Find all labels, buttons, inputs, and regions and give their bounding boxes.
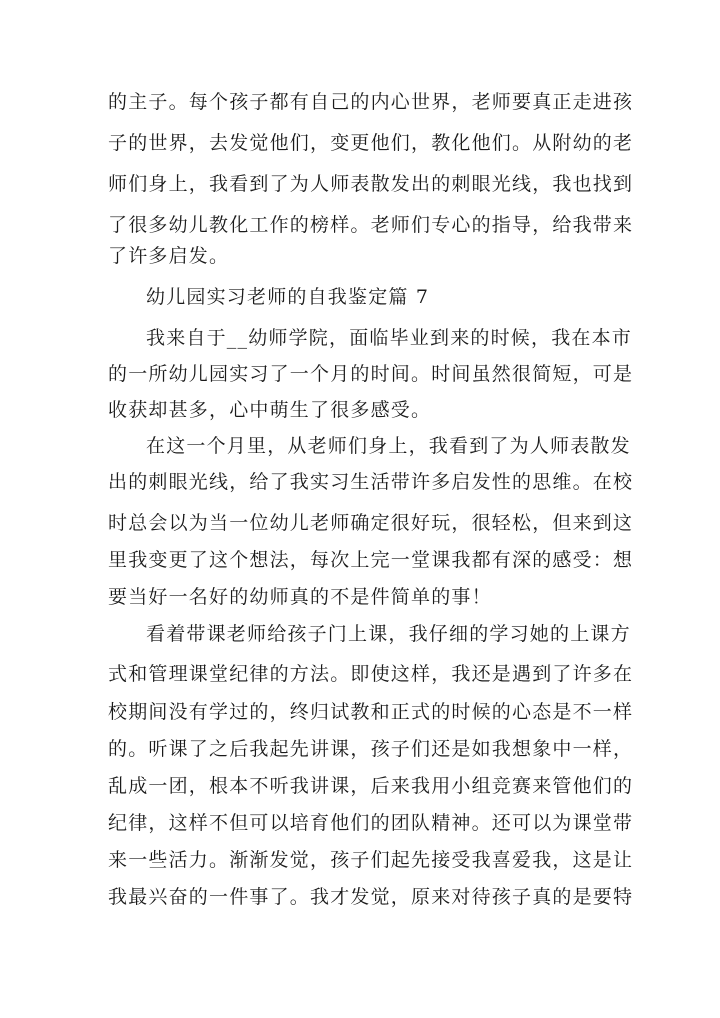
paragraph-line: 校期间没有学过的，终归试教和正式的时候的心态是不一样 — [108, 701, 634, 723]
paragraph-line: 要当好一名好的幼师真的不是件简单的事！ — [108, 586, 492, 608]
paragraph-line: 师们身上，我看到了为人师表散发出的刺眼光线，我也找到 — [108, 173, 634, 195]
paragraph-line: 了很多幼儿教化工作的榜样。老师们专心的指导，给我带来 — [108, 214, 634, 236]
paragraph-line: 的。听课了之后我起先讲课，孩子们还是如我想象中一样， — [108, 738, 634, 760]
paragraph-line: 看着带课老师给孩子门上课，我仔细的学习她的上课方 — [146, 623, 631, 645]
paragraph-line: 纪律，这样不但可以培育他们的团队精神。还可以为课堂带 — [108, 812, 634, 834]
paragraph-line: 里我变更了这个想法，每次上完一堂课我都有深的感受：想 — [108, 549, 634, 571]
paragraph-line: 的一所幼儿园实习了一个月的时间。时间虽然很简短，可是 — [108, 363, 634, 385]
paragraph-line: 来一些活力。渐渐发觉，孩子们起先接受我喜爱我，这是让 — [108, 849, 634, 871]
paragraph-line: 子的世界，去发觉他们，变更他们，教化他们。从附幼的老 — [108, 132, 634, 154]
paragraph-line: 乱成一团，根本不听我讲课，后来我用小组竞赛来管他们的 — [108, 775, 634, 797]
paragraph-line: 的主子。每个孩子都有自己的内心世界，老师要真正走进孩 — [108, 91, 634, 113]
paragraph-line: 出的刺眼光线，给了我实习生活带许多启发性的思维。在校 — [108, 471, 634, 493]
paragraph-line: 了许多启发。 — [108, 245, 230, 267]
paragraph-line: 我来自于__幼师学院，面临毕业到来的时候，我在本市 — [146, 327, 633, 349]
section-heading: 幼儿园实习老师的自我鉴定篇 7 — [146, 286, 430, 308]
paragraph-line: 我最兴奋的一件事了。我才发觉，原来对待孩子真的是要特 — [108, 886, 634, 908]
paragraph-line: 收获却甚多，心中萌生了很多感受。 — [108, 399, 432, 421]
paragraph-line: 在这一个月里，从老师们身上，我看到了为人师表散发 — [146, 435, 631, 457]
paragraph-line: 式和管理课堂纪律的方法。即使这样，我还是遇到了许多在 — [108, 663, 634, 685]
paragraph-line: 时总会以为当一位幼儿老师确定很好玩，很轻松，但来到这 — [108, 512, 634, 534]
